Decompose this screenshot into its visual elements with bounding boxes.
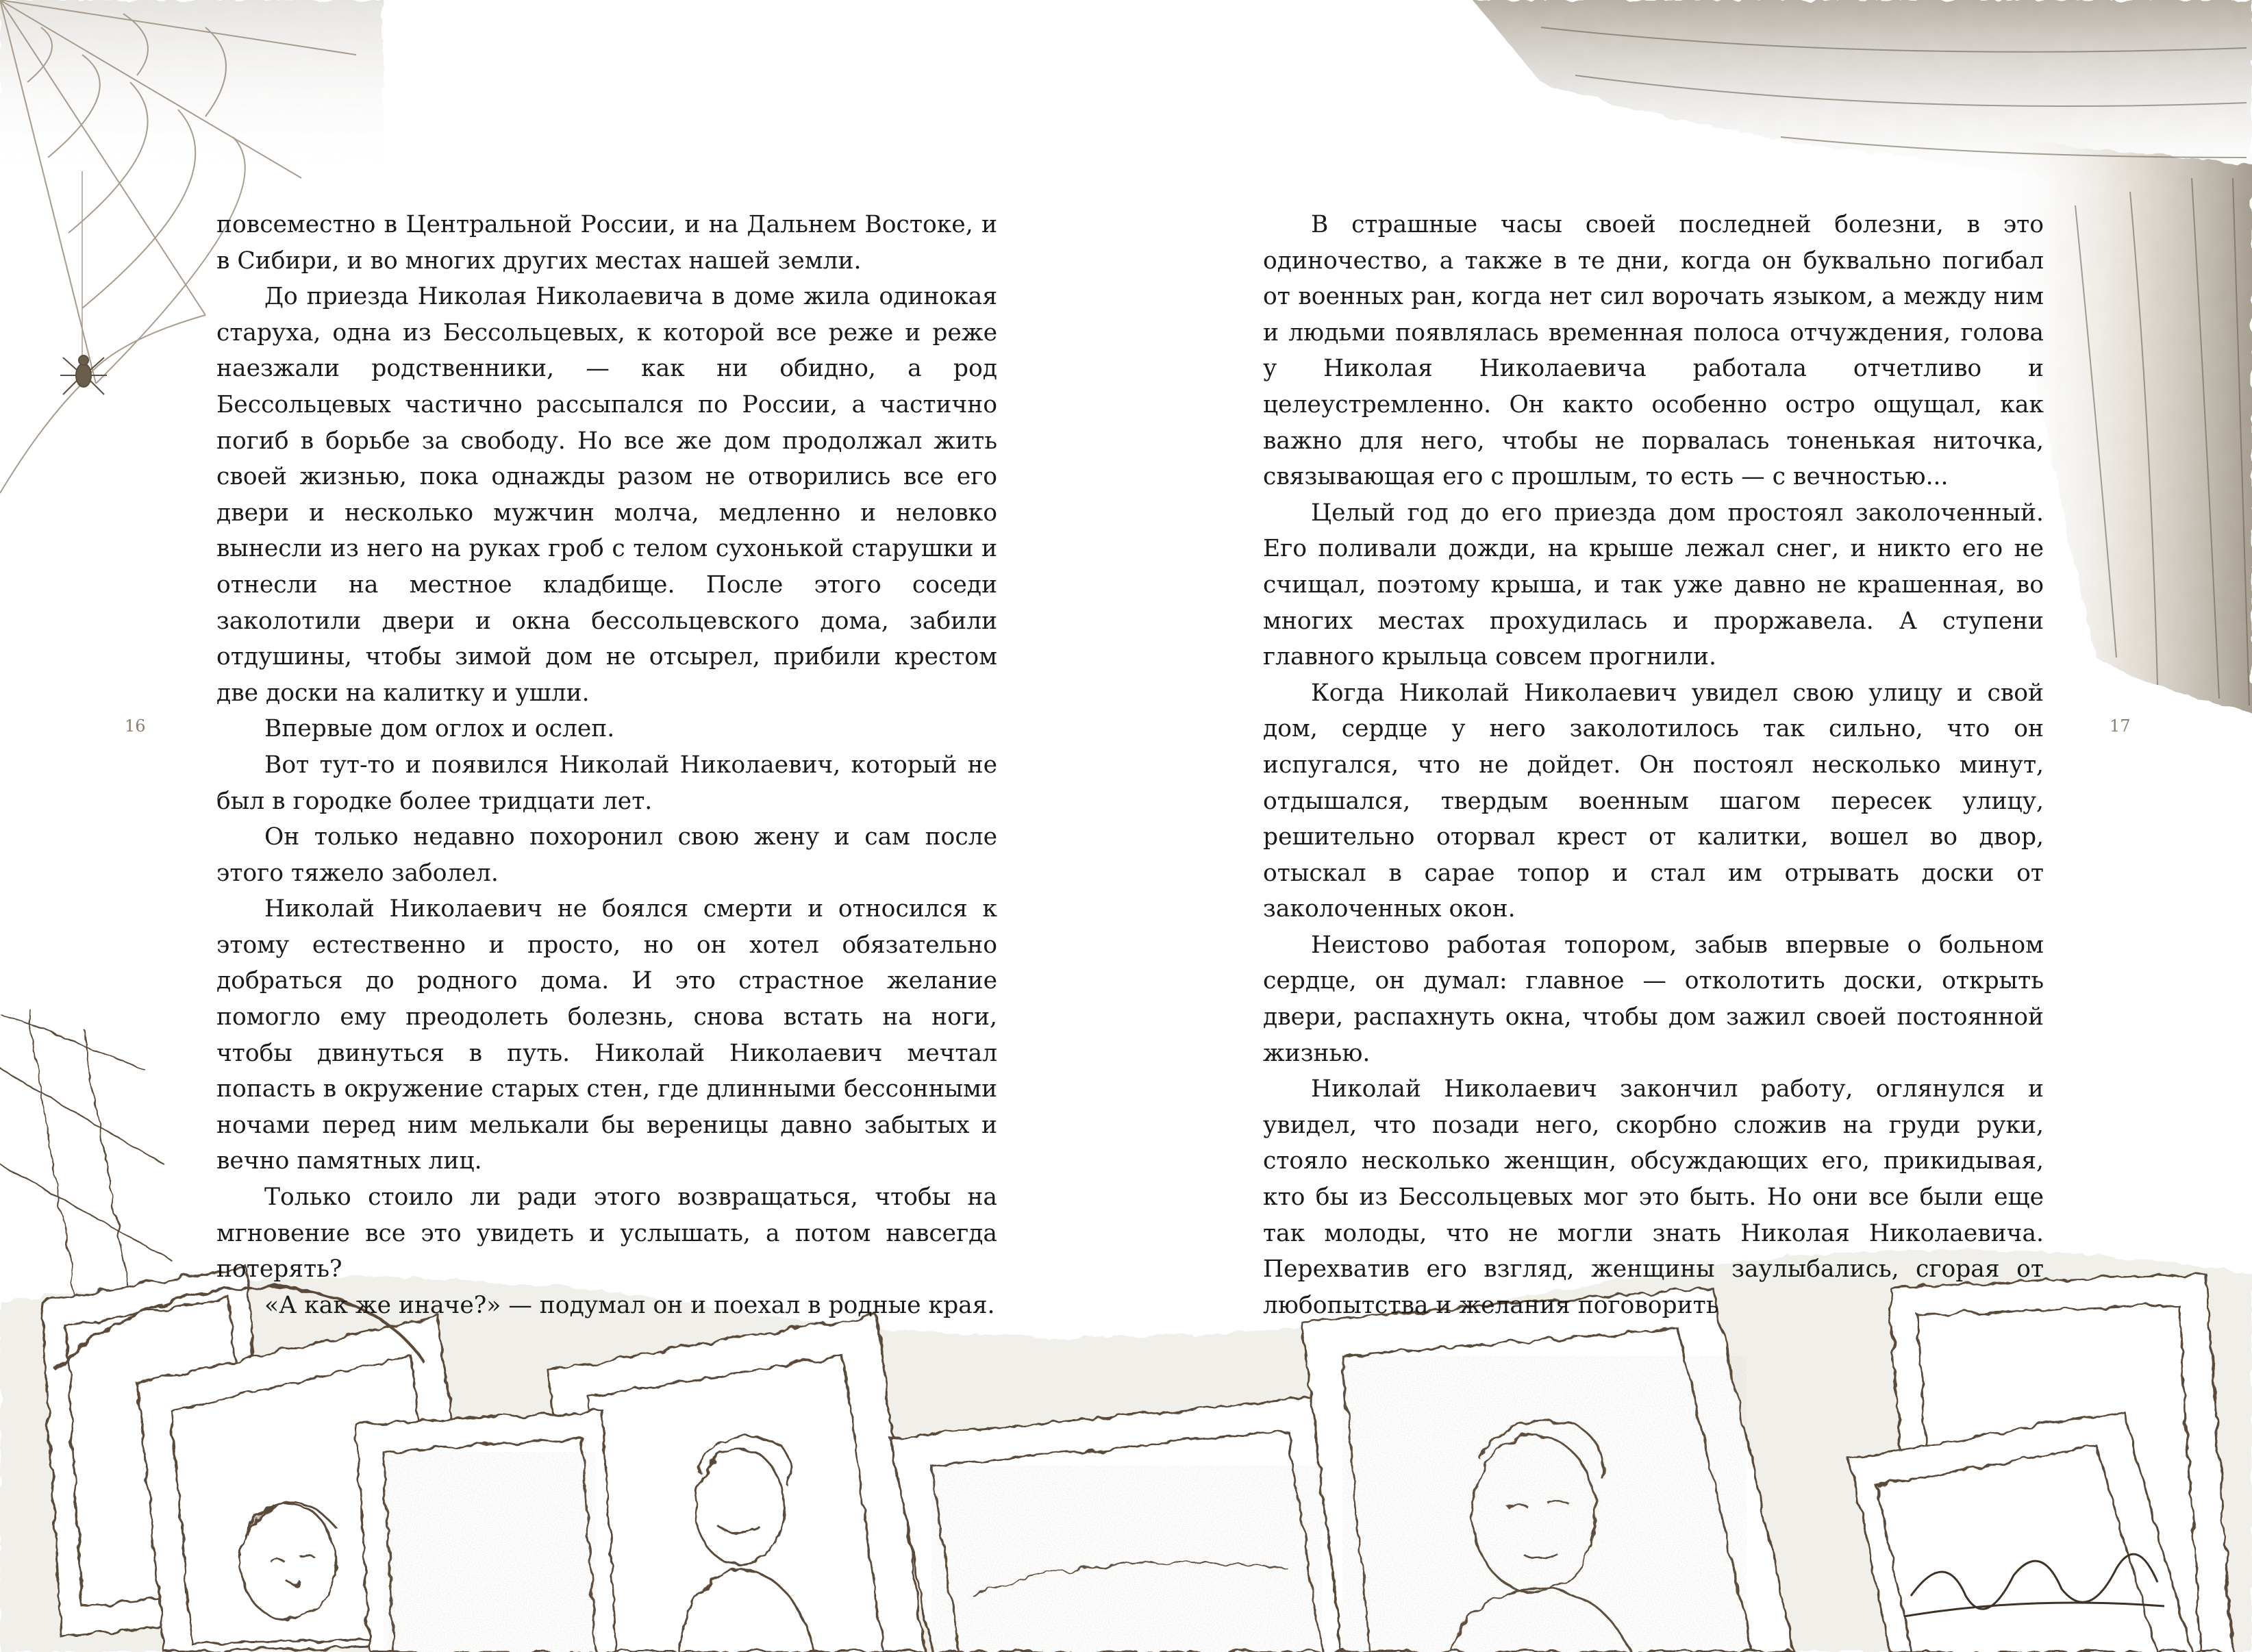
paragraph: Неистово работая топором, забыв впервые о больном сердце, он думал: главное — отколотить доски, открыть двери, распахнуть окна, чтобы дом зажил своей постоянной жизнью. xyxy=(1263,931,2044,1067)
paragraph: Когда Николай Николаевич увидел свою улицу и свой дом, сердце у него заколотилось так сильно, что он испугался, что не дойдет. Он постоял несколько минут, отдышался, твердым военным шагом пересек улицу, решительно оторвал крест от калитки, вошел во двор, отыскал в сарае топор и стал им отрывать доски от заколоченных окон. xyxy=(1263,679,2044,923)
paragraph: Николай Николаевич не боялся смерти и относился к этому естественно и просто, но он хотел обязательно добраться до родного дома. И это страстное желание помогло ему преодолеть болезнь, снова встать на ноги, чтобы двинуться в путь. Николай Николаевич мечтал попасть в окружение старых стен, где длинными бессонными ночами перед ним мелькали бы вереницы давно забытых и вечно памятных лиц. xyxy=(216,895,997,1175)
paragraph: повсеместно в Центральной России, и на Дальнем Востоке, и в Сибири, и во многих других местах нашей земли. xyxy=(216,211,997,275)
paragraph: До приезда Николая Николаевича в доме жила одинокая старуха, одна из Бессольцевых, к которой все реже и реже наезжали родственники, — как ни обидно, а род Бессольцевых частично рассыпался по России, а частично погиб в борьбе за свободу. Но все же дом продолжал жить своей жизнью, пока однажды разом не отворились все его двери и несколько мужчин молча, медленно и неловко вынесли из него на руках гроб с телом сухонькой старушки и отнесли на местное кладбище. После этого соседи заколотили двери и окна бессольцевского дома, забили отдушины, чтобы зимой дом не отсырел, прибили крестом две доски на калитку и ушли. xyxy=(216,283,997,707)
paragraph: Вот тут-то и появился Николай Николаевич, который не был в городке более тридцати лет. xyxy=(216,751,997,815)
paragraph: Он только недавно похоронил свою жену и сам после этого тяжело заболел. xyxy=(216,823,997,887)
paragraph: Только стоило ли ради этого возвращаться, чтобы на мгновение все это увидеть и услышать, а потом навсегда потерять? xyxy=(216,1184,997,1284)
paragraph: В страшные часы своей последней болезни, в это одиночество, а также в те дни, когда он буквально погибал от военных ран, когда нет сил ворочать языком, а между ним и людьми появлялась временная полоса отчуждения, голова у Николая Николаевича работала отчетливо и целеустремленно. Он както особенно остро ощущал, как важно для него, чтобы не порвалась тоненькая ниточка, связывающая его с прошлым, то есть — с вечностью... xyxy=(1263,211,2044,491)
page-number-left: 16 xyxy=(125,716,146,736)
left-page-text xyxy=(216,207,997,1323)
spider xyxy=(60,355,107,395)
paragraph: Целый год до его приезда дом простоял заколоченный. Его поливали дожди, на крыше лежал снег, и никто его не счищал, поэтому крыша, и так уже давно не крашенная, во многих местах прохудилась и проржавела. А ступени главного крыльца совсем прогнили. xyxy=(1263,499,2044,671)
right-page-text xyxy=(1263,207,2044,1323)
paragraph: Николай Николаевич закончил работу, оглянулся и увидел, что позади него, скорбно сложив на груди руки, стояло несколько женщин, обсуждающих его, прикидывая, кто бы из Бессольцевых мог это быть. Но они все были еще так молоды, что не могли знать Николая Николаевича. Перехватив его взгляд, женщины заулыбались, сгорая от любопытства и желания поговорить xyxy=(1263,1075,2044,1319)
paragraph: «А как же иначе?» — подумал он и поехал в родные края. xyxy=(264,1291,995,1319)
paragraph: Впервые дом оглох и ослеп. xyxy=(264,715,615,743)
page-number-right: 17 xyxy=(2110,716,2131,736)
